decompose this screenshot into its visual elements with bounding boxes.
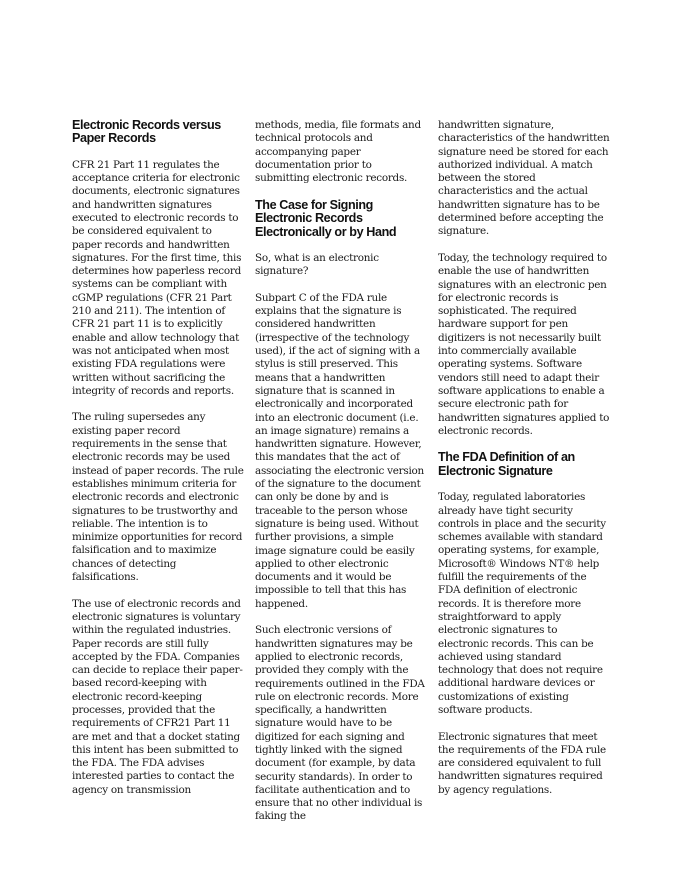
paragraph: CFR 21 Part 11 regulates the acceptance criteria for electronic documents, electronic signatures and handwritten signatures executed to electronic records to be considered equivalent to paper records and handwritten signatures. For the first time, this determines how paperless record systems can be compliant with cGMP regulations (CFR 21 Part 210 and 211). The intention of CFR 21 part 11 is to explicitly enable and allow technology that was not anticipated when most existing FDA regulations were written without sacrificing the integrity of records and reports.	[72, 158, 242, 397]
column-1	[72, 119, 244, 810]
column-3	[438, 119, 610, 810]
paragraph: Electronic signatures that meet the requirements of the FDA rule are considered equivalent to full handwritten signatures required by agency regulations.	[438, 730, 606, 796]
paragraph: Subpart C of the FDA rule explains that the signature is considered handwritten (irrespective of the technology used), if the act of signing with a stylus is still preserved. This means that a handwritten signature that is scanned in electronically and incorporated into an electronic document (i.e. an image signature) remains a handwritten signature. However, this mandates that the act of associating the electronic version of the signature to the document can only be done by and is traceable to the person whose signature is being used. Without further provisions, a simple image signature could be easily applied to other electronic documents and it would be impossible to tell that this has happened.	[255, 291, 424, 610]
paragraph: handwritten signature, characteristics of the handwritten signature need be stored for each authorized individual. A match between the stored characteristics and the actual handwritten signature has to be determined before accepting the signature.	[438, 119, 610, 238]
paragraph: Today, the technology required to enable the use of handwritten signatures with an electronic pen for electronic records is sophisticated. The required hardware support for pen digitizers is not necessarily built into commercially available operating systems. Software vendors still need to adapt their software applications to enable a secure electronic path for handwritten signatures applied to electronic records.	[438, 251, 610, 437]
column-2	[255, 119, 427, 837]
section-heading-electronic-vs-paper: Electronic Records versus Paper Records	[72, 118, 221, 146]
paragraph: The use of electronic records and electronic signatures is voluntary within the regulated industries. Paper records are still fully accepted by the FDA. Companies can decide to replace their paper-based record-keeping with electronic record-keeping processes, provided that the requirements of CFR21 Part 11 are met and that a docket stating this intent has been submitted to the FDA. The FDA advises interested parties to contact the agency on transmission	[72, 597, 243, 796]
paragraph: So, what is an electronic signature?	[255, 252, 379, 278]
section-heading-case-for-signing: The Case for Signing Electronic Records Electronically or by Hand	[255, 197, 397, 239]
paragraph: The ruling supersedes any existing paper record requirements in the sense that electronic records may be used instead of paper records. The rule establishes minimum criteria for electronic records and electronic signatures to be trustworthy and reliable. The intention is to minimize opportunities for record falsification and to maximize chances of detecting falsifications.	[72, 411, 244, 584]
paragraph: Such electronic versions of handwritten signatures may be applied to electronic records, provided they comply with the requirements outlined in the FDA rule on electronic records. More specifically, a handwritten signature would have to be digitized for each signing and tightly linked with the signed document (for example, by data security standards). In order to facilitate authentication and to ensure that no other individual is faking the	[255, 624, 425, 823]
paragraph: Today, regulated laboratories already have tight security controls in place and the security schemes available with standard operating systems, for example, Microsoft® Windows NT® help fulfill the requirements of the FDA definition of electronic records. It is therefore more straightforward to apply electronic signatures to electronic records. This can be achieved using standard technology that does not require additional hardware devices or customizations of existing software products.	[438, 491, 606, 716]
paragraph: methods, media, file formats and technical protocols and accompanying paper documentation prior to submitting electronic records.	[255, 119, 421, 185]
section-heading-fda-definition: The FDA Definition of an Electronic Signature	[438, 450, 575, 478]
